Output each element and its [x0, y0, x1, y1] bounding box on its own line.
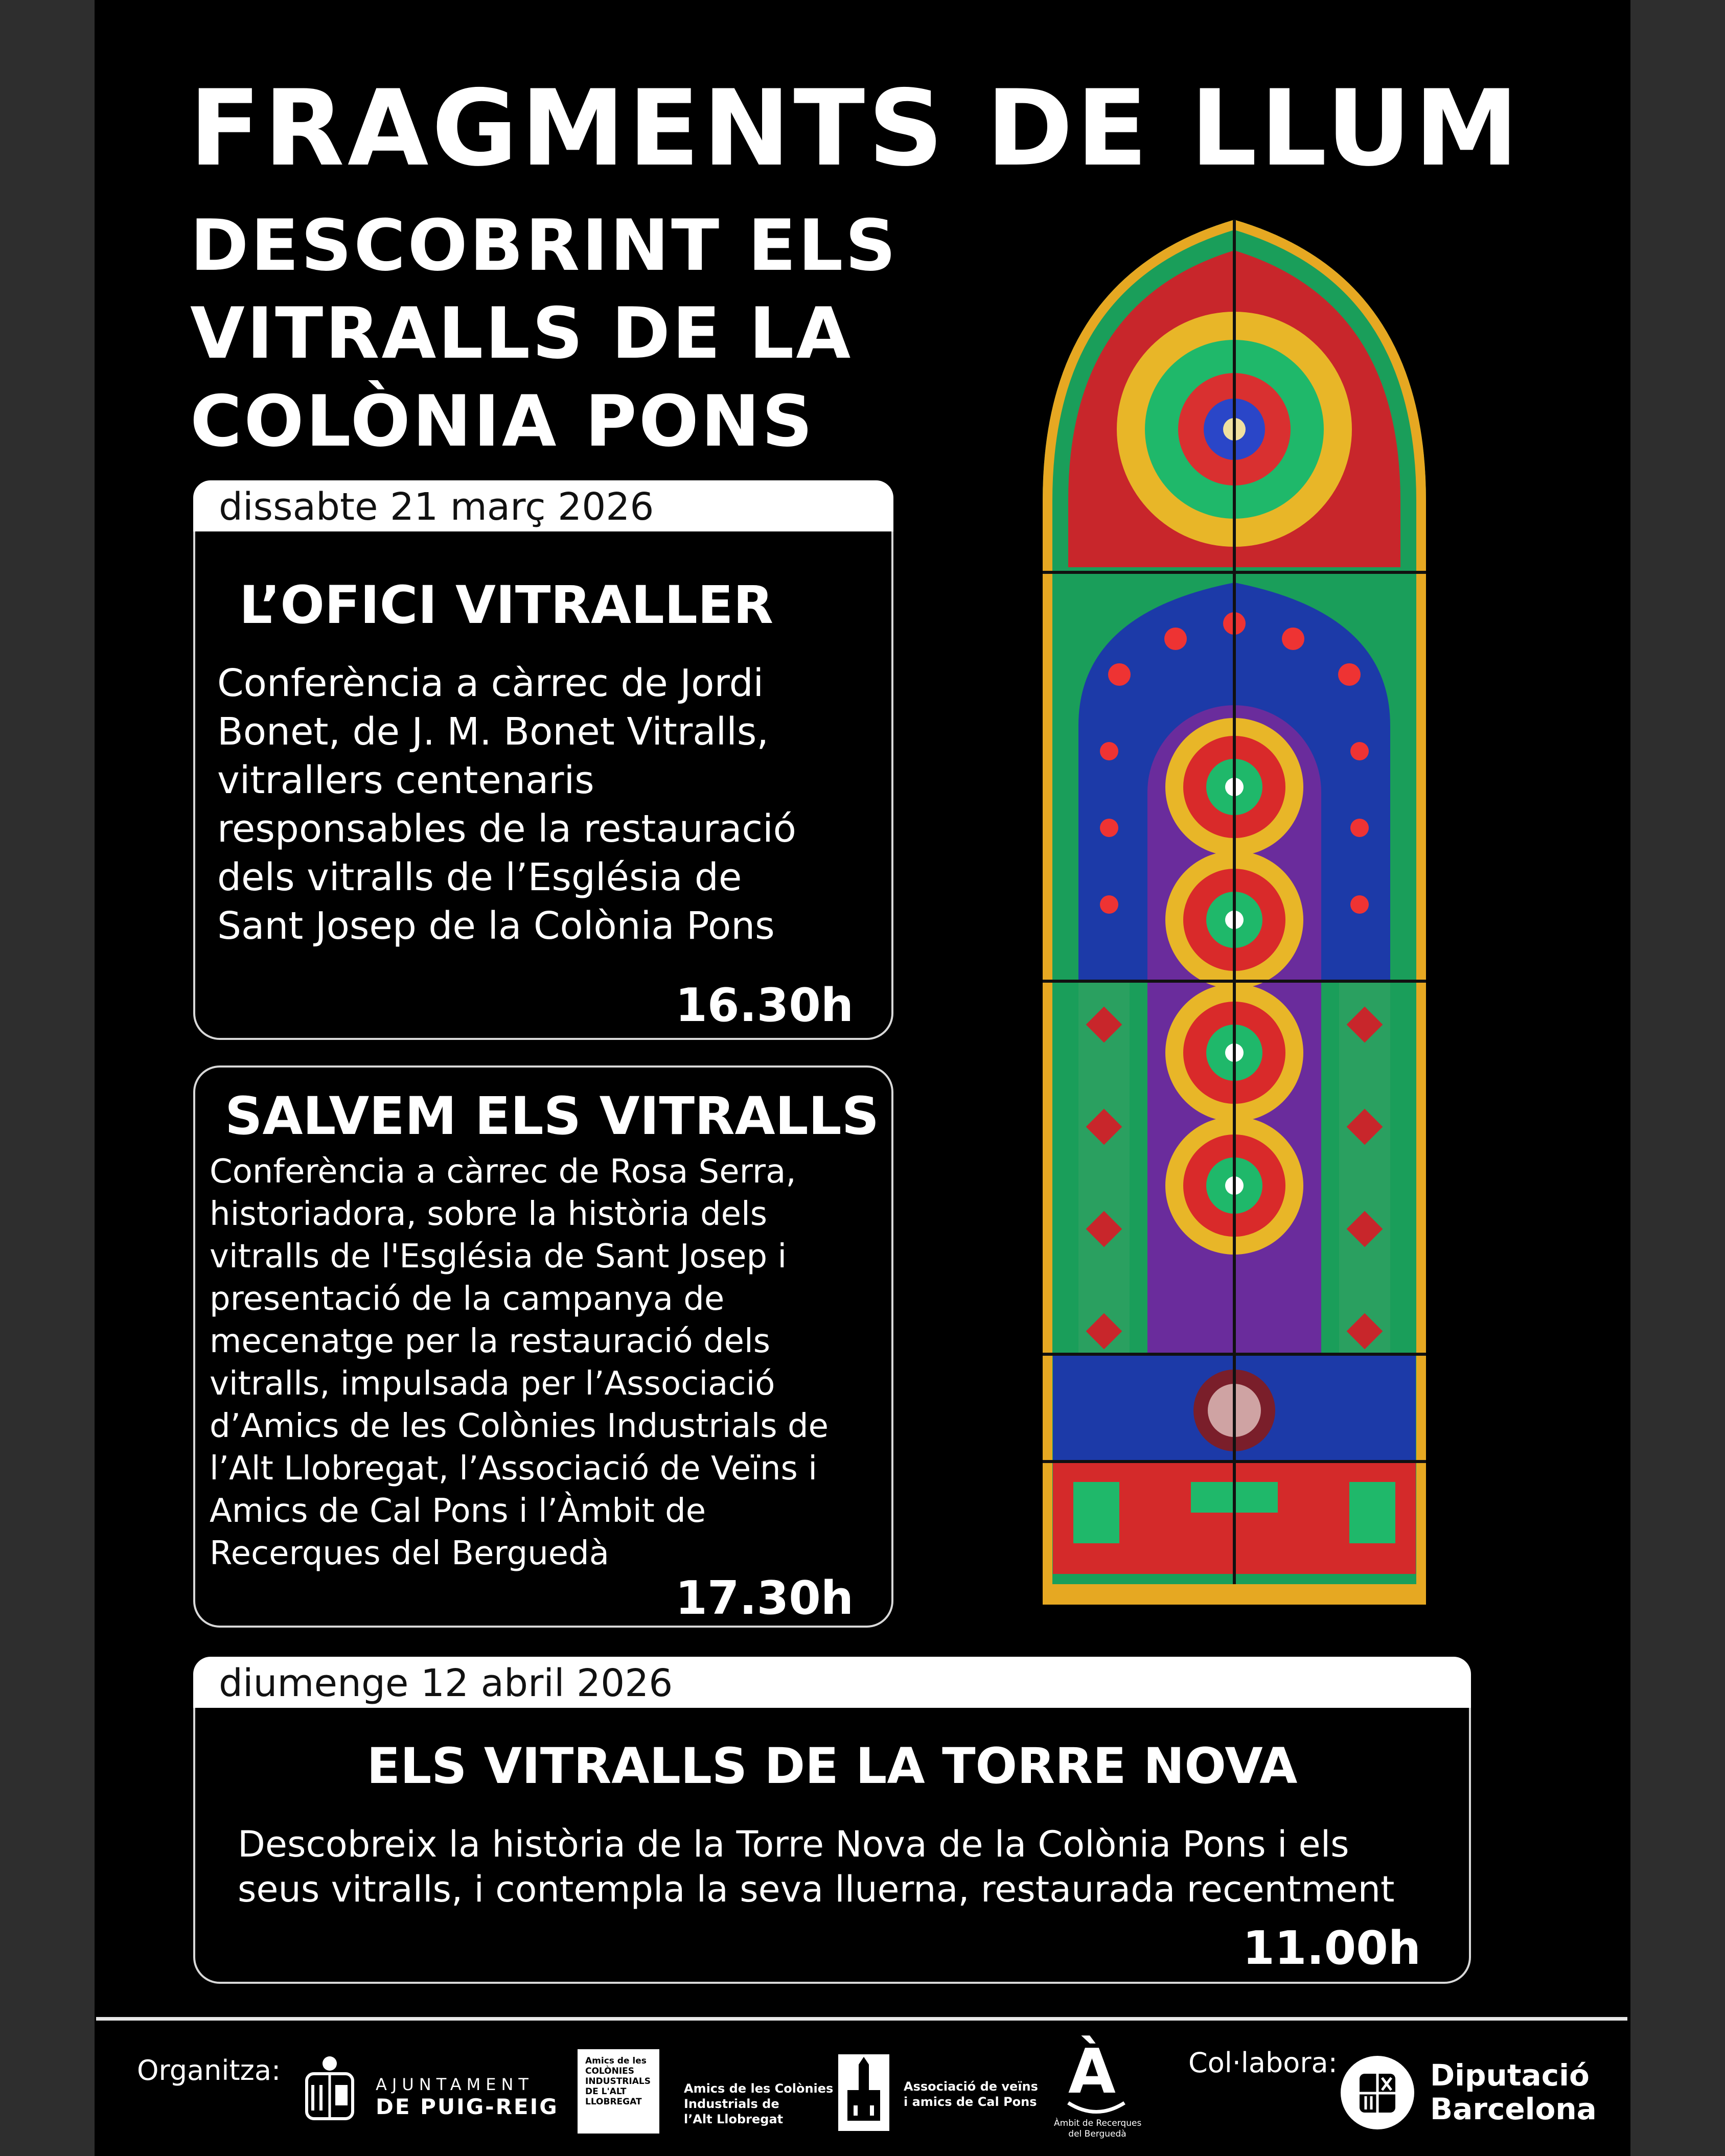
- event-time: 16.30h: [675, 979, 854, 1032]
- puig-reig-crest-icon: [302, 2054, 358, 2121]
- logo-line: DE L'ALT: [585, 2087, 627, 2097]
- description-line: Amics de Cal Pons i l’Àmbit de: [210, 1492, 706, 1530]
- description-line: l’Alt Llobregat, l’Associació de Veïns i: [210, 1450, 817, 1488]
- logo-line: Àmbit de Recerques: [1054, 2118, 1142, 2128]
- description-line: vitralls, impulsada per l’Associació: [210, 1365, 775, 1403]
- event-title: L’OFICI VITRALLER: [239, 575, 774, 636]
- description-line: seus vitralls, i contempla la seva lluerna, restaurada recentment: [238, 1868, 1395, 1910]
- description-line: vitralls de l'Església de Sant Josep i: [210, 1238, 787, 1276]
- stained-glass-window-image: [1022, 215, 1446, 1615]
- description-line: presentació de la campanya de: [210, 1280, 725, 1318]
- description-line: Conferència a càrrec de Jordi: [217, 661, 764, 705]
- amics-colonies-logo-text: [684, 2081, 833, 2127]
- logo-line: COLÒNIES: [585, 2066, 635, 2076]
- logo-line: DE PUIG-REIG: [376, 2094, 559, 2119]
- logo-line: Associació de veïns: [904, 2079, 1038, 2094]
- event-title: ELS VITRALLS DE LA TORRE NOVA: [366, 1737, 1298, 1795]
- right-side-band: [1630, 0, 1725, 2156]
- colabora-label: Col·labora:: [1188, 2047, 1338, 2079]
- description-line: Sant Josep de la Colònia Pons: [217, 904, 775, 948]
- description-line: mecenatge per la restauració dels: [210, 1323, 771, 1360]
- main-title: FRAGMENTS DE LLUM: [189, 68, 1522, 190]
- ajuntament-logo-text: [376, 2075, 559, 2119]
- veins-logo-text: [904, 2079, 1038, 2109]
- logo-line: Industrials de: [684, 2097, 779, 2111]
- subtitle: [190, 202, 1059, 466]
- description-line: vitrallers centenaris: [217, 758, 594, 802]
- rocking-horse-icon: [1066, 2098, 1127, 2118]
- description-line: historiadora, sobre la història dels: [210, 1195, 768, 1233]
- date-tab-day1: dissabte 21 març 2026: [193, 480, 893, 531]
- footer-divider: [96, 2017, 1627, 2021]
- ambit-logo-text: [1054, 2118, 1141, 2140]
- logo-line: INDUSTRIALS: [585, 2076, 651, 2087]
- event-time: 11.00h: [1243, 1921, 1421, 1975]
- event-description: [217, 659, 796, 951]
- logo-line: LLOBREGAT: [585, 2097, 642, 2107]
- event-description: [210, 1151, 829, 1575]
- amics-colonies-box-logo: [578, 2049, 659, 2134]
- logo-line: l’Alt Llobregat: [684, 2112, 784, 2126]
- event-title: SALVEM ELS VITRALLS: [225, 1086, 880, 1147]
- logo-line: AJUNTAMENT: [376, 2075, 534, 2094]
- diputacio-crest-icon: [1339, 2054, 1416, 2131]
- subtitle-line: DESCOBRINT ELS: [190, 204, 898, 287]
- description-line: Recerques del Berguedà: [210, 1535, 609, 1572]
- logo-line: Amics de les Colònies: [684, 2081, 834, 2096]
- logo-line: Barcelona: [1430, 2092, 1597, 2126]
- subtitle-line: COLÒNIA PONS: [190, 380, 815, 462]
- logo-line: Amics de les: [585, 2056, 647, 2066]
- diputacio-logo-text: [1430, 2058, 1597, 2126]
- description-line: dels vitralls de l’Església de: [217, 855, 742, 899]
- left-side-band: [0, 0, 95, 2156]
- cal-pons-church-icon: [838, 2054, 889, 2131]
- date-tab-day2: diumenge 12 abril 2026: [193, 1657, 1471, 1708]
- description-line: Descobreix la història de la Torre Nova de la Colònia Pons i els: [238, 1823, 1349, 1865]
- event-description: [238, 1822, 1394, 1912]
- logo-text: [585, 2056, 652, 2107]
- logo-line: i amics de Cal Pons: [904, 2095, 1037, 2109]
- logo-line: del Berguedà: [1068, 2129, 1126, 2139]
- ambit-letter-logo: À: [1068, 2036, 1116, 2107]
- description-line: Conferència a càrrec de Rosa Serra,: [210, 1153, 796, 1191]
- description-line: Bonet, de J. M. Bonet Vitralls,: [217, 710, 769, 754]
- event-time: 17.30h: [675, 1571, 854, 1625]
- logo-line: Diputació: [1430, 2058, 1590, 2093]
- subtitle-line: VITRALLS DE LA: [190, 292, 853, 375]
- organitza-label: Organitza:: [137, 2054, 281, 2087]
- description-line: responsables de la restauració: [217, 807, 796, 851]
- description-line: d’Amics de les Colònies Industrials de: [210, 1407, 829, 1445]
